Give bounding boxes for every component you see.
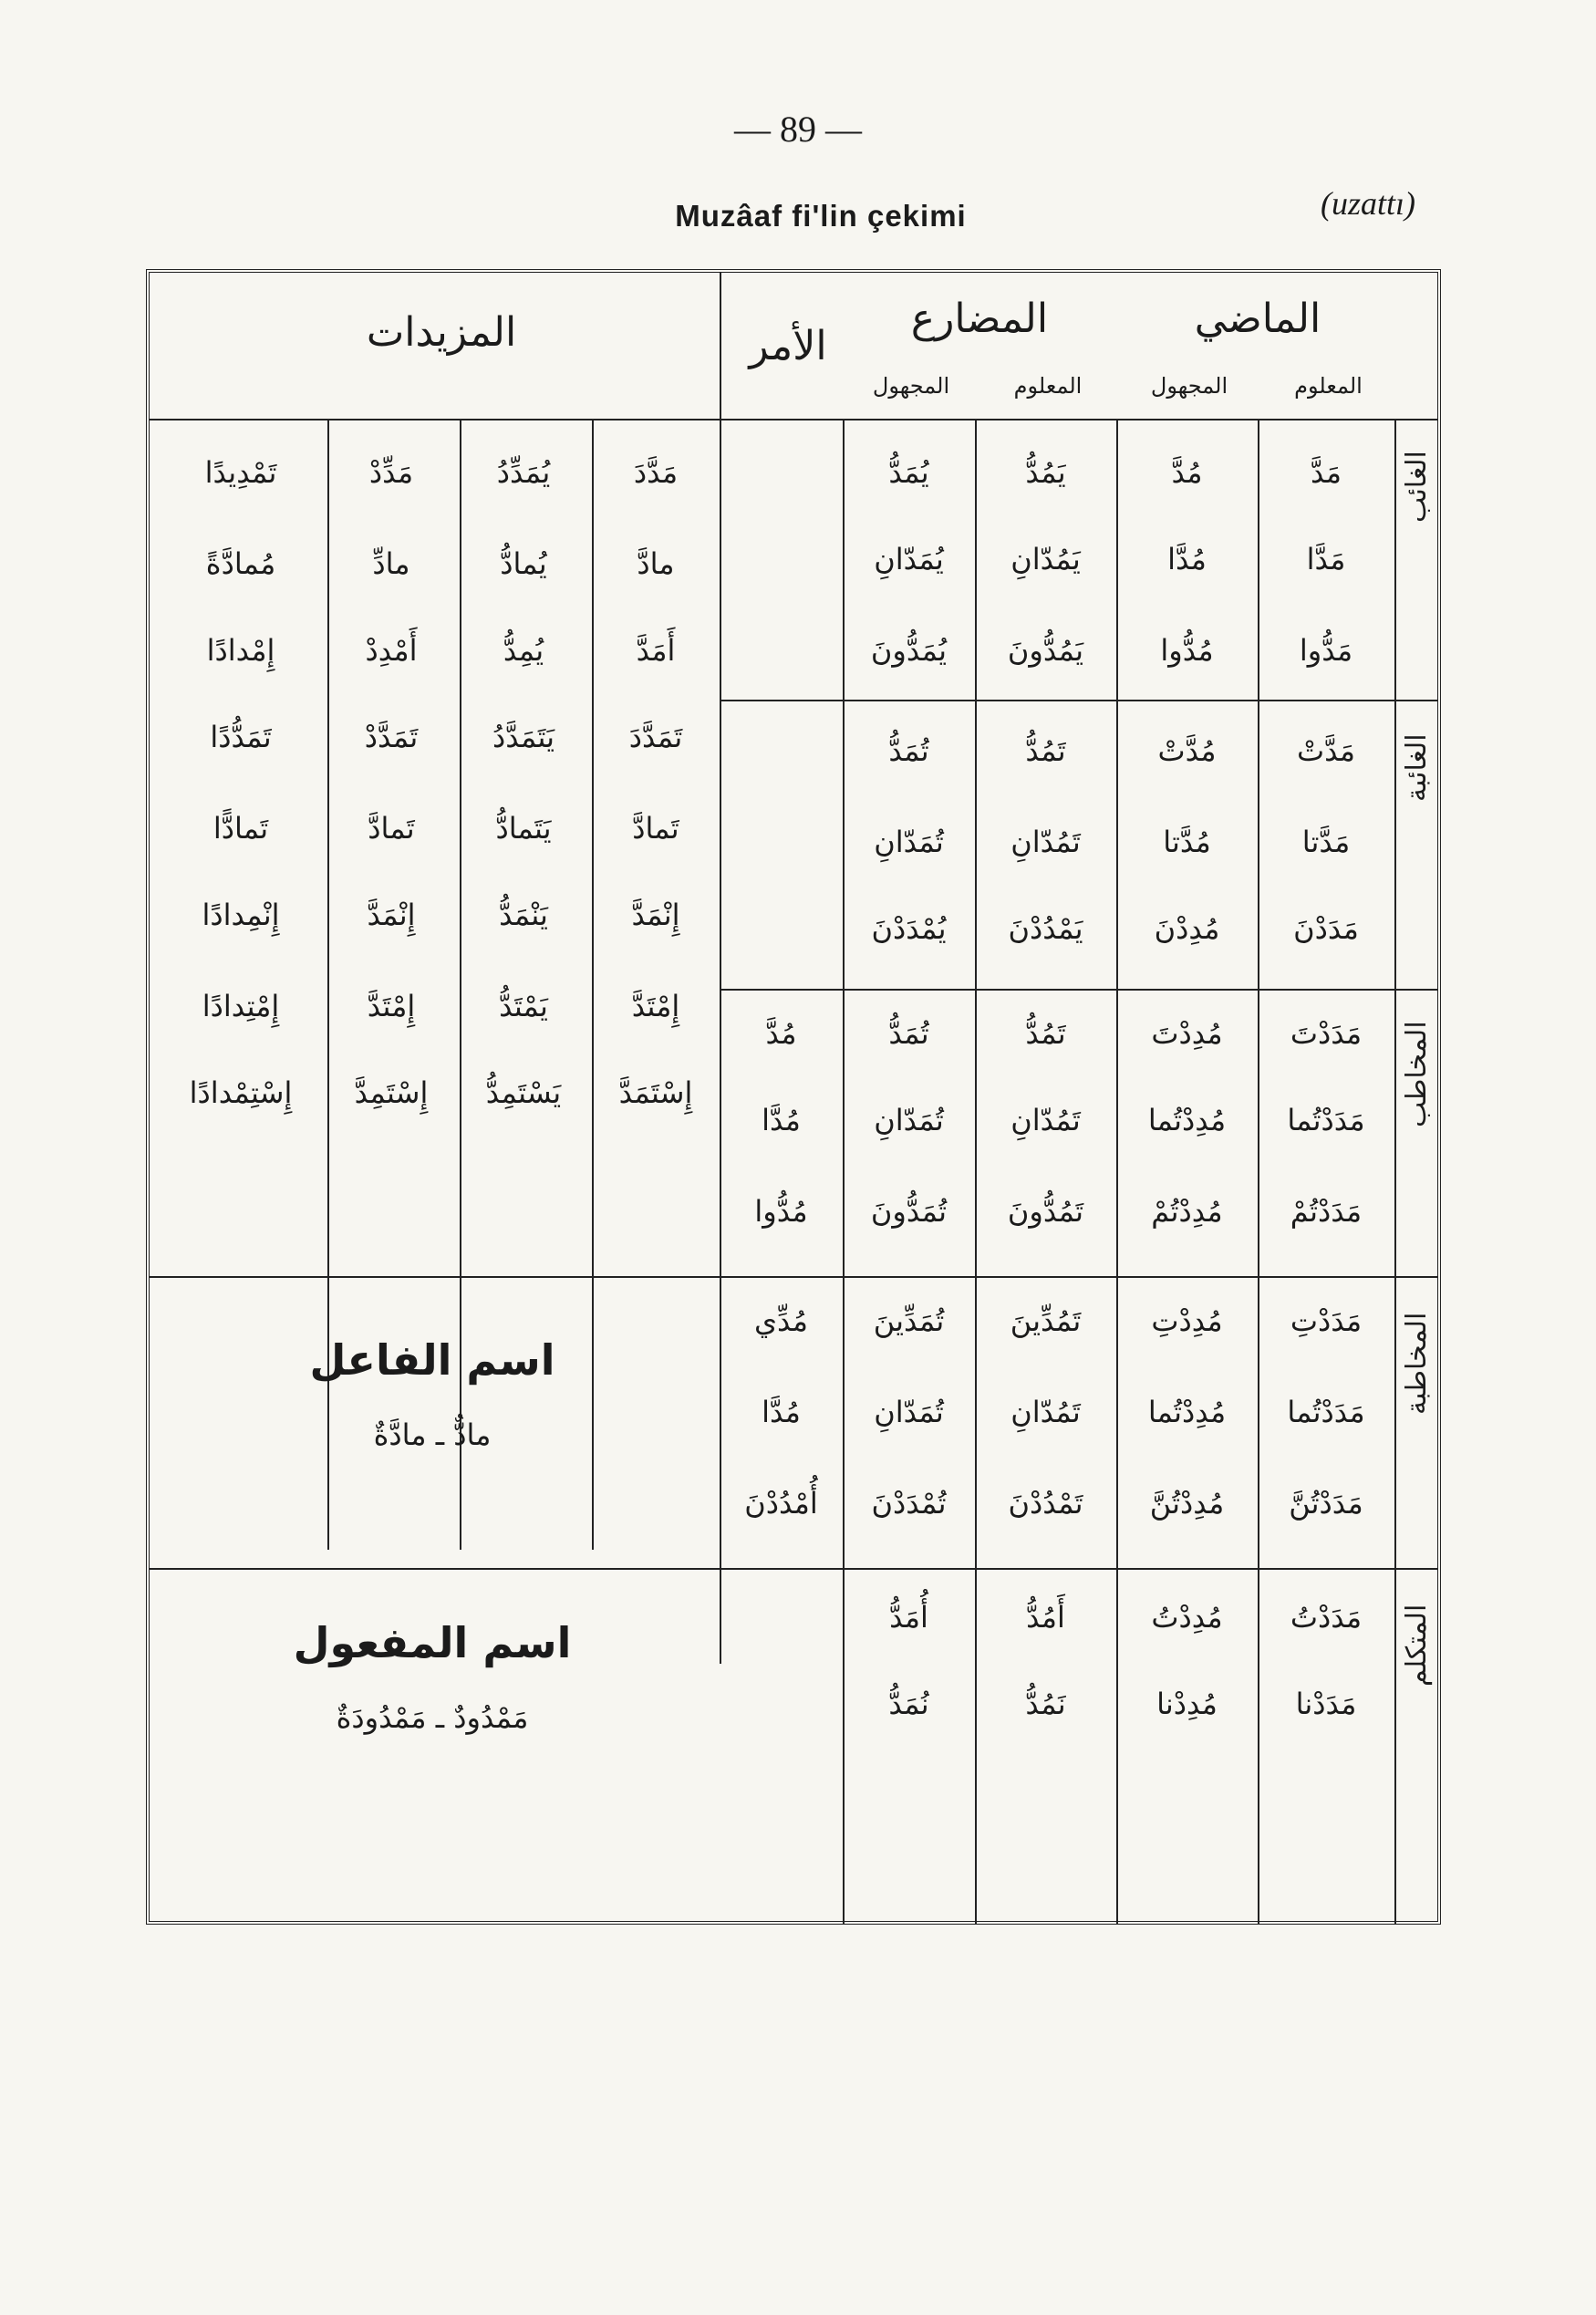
conjugation-cell-mazi-mechul: مُدِدْتُمْ	[1151, 1194, 1223, 1229]
row-divider-2	[720, 989, 1437, 991]
mazideler-cell: يُمادُّ	[500, 546, 547, 581]
conjugation-cell-mazi-malum: مَدَدْتُ	[1290, 1600, 1363, 1635]
mazideler-cell: تَمَدُّدًا	[210, 720, 272, 754]
conjugation-cell-mazi-malum: مَدَّتا	[1301, 825, 1351, 859]
divider-mazi-malum	[1394, 419, 1396, 1924]
mazideler-cell: مُمادَّةً	[205, 546, 276, 581]
header-mazi: الماضي	[1194, 296, 1321, 342]
conjugation-cell-muzari-malum: يَمُدّانِ	[1010, 542, 1081, 576]
mazideler-cell: مَدَّدَ	[633, 455, 679, 490]
conjugation-cell-mazi-mechul: مُدِدْتُما	[1147, 1395, 1227, 1429]
conjugation-cell-mazi-malum: مَدَدْتُما	[1287, 1103, 1365, 1137]
mazideler-cell: تَمادَّ	[368, 811, 415, 846]
divider-mazi-mechul	[1258, 419, 1259, 1924]
mazideler-cell: يَمْتَدُّ	[499, 989, 548, 1023]
conjugation-cell-muzari-malum: أَمُدُّ	[1026, 1600, 1065, 1635]
header-divider	[150, 419, 1437, 420]
page-title: Muzâaf fi'lin çekimi	[675, 199, 967, 233]
divider-muzari-mechul	[975, 419, 977, 1924]
conjugation-cell-mazi-mechul: مُدِدْتُما	[1147, 1103, 1227, 1137]
mazideler-cell: تَمْدِيدًا	[204, 455, 277, 490]
header-mazi-malum: المعلوم	[1294, 373, 1363, 399]
conjugation-cell-muzari-mechul: يُمَدُّ	[888, 455, 929, 490]
row-divider-1	[720, 700, 1437, 701]
mazideler-cell: إِنْمَدَّ	[367, 898, 416, 932]
mazideler-cell: إِسْتَمَدَّ	[618, 1075, 693, 1110]
mazideler-cell: إِمْتِدادًا	[202, 989, 280, 1023]
ism-meful-forms: مَمْدُودٌ ـ مَمْدُودَةٌ	[336, 1700, 529, 1735]
conjugation-cell-muzari-mechul: تُمَدّانِ	[874, 1103, 944, 1137]
conjugation-cell-muzari-malum: تَمُدِّينَ	[1010, 1303, 1082, 1338]
mazideler-cell: تَمادَّ	[632, 811, 679, 846]
mazideler-cell: يَتَمادُّ	[495, 811, 552, 846]
header-mazi-mechul: المجهول	[1150, 373, 1228, 399]
conjugation-cell-mazi-mechul: مُدُّوا	[1160, 633, 1214, 668]
ism-fail-title: اسم الفاعل	[309, 1335, 555, 1385]
row-divider-3	[150, 1276, 1437, 1278]
conjugation-cell-mazi-malum: مَدَّ	[1311, 455, 1342, 490]
header-muzari: المضارع	[910, 296, 1049, 342]
mazideler-cell: مادِّ	[372, 546, 410, 581]
divider-emr	[843, 419, 845, 1924]
ism-fail-forms: مادٌّ ـ مادَّةٌ	[373, 1417, 492, 1452]
page-number: — 89 —	[734, 109, 862, 150]
conjugation-cell-mazi-mechul: مُدَّتا	[1163, 825, 1211, 859]
conjugation-cell-muzari-mechul: تُمَدُّ	[888, 1016, 929, 1051]
side-label-muhataba: المخاطبة	[1401, 1313, 1433, 1416]
conjugation-cell-muzari-malum: تَمُدُّونَ	[1007, 1194, 1084, 1229]
conjugation-cell-muzari-mechul: يُمْدَدْنَ	[871, 911, 947, 946]
conjugation-cell-mazi-malum: مَدَدْتُمْ	[1290, 1194, 1363, 1229]
conjugation-cell-emr: أُمْدُدْنَ	[744, 1486, 818, 1521]
side-label-muhatab: المخاطب	[1401, 1021, 1433, 1127]
mazideler-cell: أَمْدِدْ	[365, 633, 418, 668]
conjugation-cell-mazi-malum: مَدَدْتُما	[1287, 1395, 1365, 1429]
conjugation-cell-mazi-malum: مَدَّتْ	[1296, 733, 1356, 768]
conjugation-cell-mazi-malum: مَدَدْنا	[1295, 1687, 1357, 1721]
conjugation-cell-mazi-mechul: مُدِدْتِ	[1151, 1303, 1223, 1338]
mazideler-cell: إِسْتِمْدادًا	[189, 1075, 293, 1110]
mazideler-cell: مَدِّدْ	[368, 455, 414, 490]
divider-mazideler	[720, 273, 721, 1664]
conjugation-cell-mazi-mechul: مُدَّا	[1167, 542, 1207, 576]
conjugation-cell-muzari-malum: يَمُدُّ	[1025, 455, 1066, 490]
conjugation-cell-mazi-mechul: مُدِدْتُنَّ	[1149, 1486, 1225, 1521]
conjugation-cell-muzari-mechul: تُمَدّانِ	[874, 1395, 944, 1429]
conjugation-cell-mazi-mechul: مُدِدْنَ	[1154, 911, 1220, 946]
conjugation-cell-mazi-malum: مَدَدْتِ	[1290, 1303, 1363, 1338]
header-muzari-malum: المعلوم	[1013, 373, 1083, 399]
conjugation-cell-muzari-mechul: تُمَدِّينَ	[873, 1303, 945, 1338]
conjugation-cell-muzari-malum: تَمُدّانِ	[1010, 1103, 1081, 1137]
conjugation-cell-emr: مُدُّوا	[754, 1194, 808, 1229]
mazideler-cell: أَمَدَّ	[636, 633, 676, 668]
conjugation-cell-muzari-malum: تَمُدُّ	[1025, 733, 1066, 768]
conjugation-cell-emr: مُدِّي	[754, 1303, 808, 1338]
conjugation-cell-muzari-malum: يَمْدُدْنَ	[1008, 911, 1083, 946]
divider-muzari-malum	[1116, 419, 1118, 1924]
conjugation-cell-muzari-mechul: يُمَدُّونَ	[870, 633, 948, 668]
header-mazideler: المزيدات	[366, 309, 517, 356]
conjugation-cell-mazi-malum: مَدَدْتَ	[1290, 1016, 1363, 1051]
conjugation-cell-muzari-malum: نَمُدُّ	[1025, 1687, 1066, 1721]
conjugation-cell-muzari-malum: تَمُدُّ	[1025, 1016, 1066, 1051]
mazideler-cell: مادَّ	[637, 546, 675, 581]
header-emr: الأمر	[749, 323, 827, 369]
conjugation-cell-emr: مُدَّا	[762, 1395, 801, 1429]
mazideler-cell: إِمْتَدَّ	[631, 989, 680, 1023]
header-muzari-mechul: المجهول	[872, 373, 950, 399]
conjugation-cell-muzari-mechul: تُمَدُّ	[888, 733, 929, 768]
mazideler-cell: إِسْتَمِدَّ	[354, 1075, 429, 1110]
conjugation-cell-muzari-malum: يَمُدُّونَ	[1007, 633, 1084, 668]
side-label-gaib: الغائب	[1401, 451, 1433, 523]
conjugation-cell-muzari-mechul: تُمَدّانِ	[874, 825, 944, 859]
conjugation-cell-emr: مُدَّ	[765, 1016, 797, 1051]
conjugation-cell-emr: مُدَّا	[762, 1103, 801, 1137]
side-label-gaibe: الغائبة	[1401, 733, 1433, 802]
conjugation-cell-mazi-mechul: مُدِدْنا	[1156, 1687, 1218, 1721]
mazideler-cell: تَمادًّا	[212, 811, 269, 846]
conjugation-cell-mazi-mechul: مُدَّ	[1171, 455, 1203, 490]
conjugation-cell-mazi-malum: مَدَّا	[1306, 542, 1346, 576]
mazideler-cell: يُمِدُّ	[503, 633, 544, 668]
conjugation-cell-muzari-malum: تَمُدّانِ	[1010, 825, 1081, 859]
conjugation-cell-muzari-mechul: نُمَدُّ	[888, 1687, 929, 1721]
conjugation-table	[146, 269, 1441, 1925]
conjugation-cell-mazi-mechul: مُدَّتْ	[1157, 733, 1217, 768]
row-divider-4	[150, 1568, 1437, 1570]
mazideler-cell: إِمْدادًا	[206, 633, 275, 668]
conjugation-cell-mazi-malum: مَدُّوا	[1299, 633, 1353, 668]
mazideler-cell: إِنْمَدَّ	[631, 898, 680, 932]
conjugation-cell-mazi-malum: مَدَدْتُنَّ	[1289, 1486, 1363, 1521]
conjugation-cell-muzari-mechul: أُمَدُّ	[889, 1600, 928, 1635]
ism-meful-title: اسم المفعول	[293, 1618, 572, 1667]
conjugation-cell-mazi-mechul: مُدِدْتُ	[1151, 1600, 1223, 1635]
mazideler-cell: إِمْتَدَّ	[367, 989, 416, 1023]
conjugation-cell-mazi-malum: مَدَدْنَ	[1293, 911, 1359, 946]
mazideler-cell: يَنْمَدُّ	[499, 898, 548, 932]
mazideler-cell: تَمَدَّدْ	[364, 720, 419, 754]
page-note: (uzattı)	[1321, 185, 1415, 222]
conjugation-cell-muzari-mechul: تُمْدَدْنَ	[871, 1486, 947, 1521]
conjugation-cell-muzari-malum: تَمُدّانِ	[1010, 1395, 1081, 1429]
mazideler-cell: تَمَدَّدَ	[628, 720, 683, 754]
conjugation-cell-mazi-mechul: مُدِدْتَ	[1151, 1016, 1223, 1051]
conjugation-cell-muzari-mechul: تُمَدُّونَ	[870, 1194, 948, 1229]
mazideler-cell: يَتَمَدَّدُ	[492, 720, 555, 754]
mazideler-cell: يَسْتَمِدُّ	[485, 1075, 562, 1110]
conjugation-cell-muzari-mechul: يُمَدّانِ	[874, 542, 944, 576]
side-label-mutekellim: المتكلم	[1401, 1604, 1433, 1687]
mazideler-cell: يُمَدِّدُ	[496, 455, 551, 490]
conjugation-cell-muzari-malum: تَمْدُدْنَ	[1008, 1486, 1083, 1521]
mazideler-cell: إِنْمِدادًا	[202, 898, 280, 932]
